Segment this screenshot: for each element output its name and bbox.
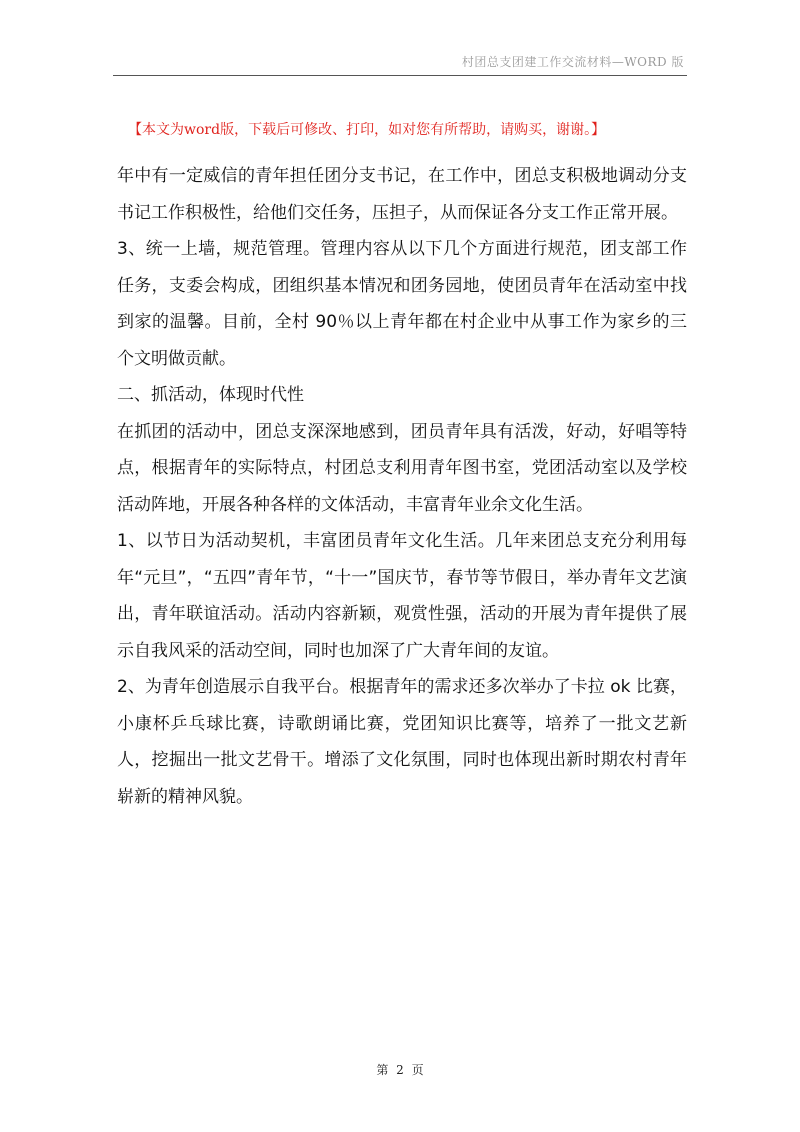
paragraph-continuation: 年中有一定威信的青年担任团分支书记，在工作中，团总支积极地调动分支书记工作积极性，给他们交任务，压担子，从而保证各分支工作正常开展。	[117, 166, 687, 223]
paragraph-activities-intro: 在抓团的活动中，团总支深深地感到，团员青年具有活泼，好动，好唱等特点，根据青年的实际特点，村团总支利用青年图书室，党团活动室以及学校活动阵地，开展各种各样的文体活动，丰富青年业余文化生活。	[117, 421, 687, 515]
paragraph-item-2: 2、为青年创造展示自我平台。根据青年的需求还多次举办了卡拉 ok 比赛，小康杯乒乓球比赛，诗歌朗诵比赛，党团知识比赛等，培养了一批文艺新人，挖掘出一批文艺骨干。增添了文化氛围，同时也体现出新时期农村青年崭新的精神风貌。	[117, 677, 687, 807]
section-heading-2: 二、抓活动，体现时代性	[117, 385, 304, 405]
footer-suffix: 页	[411, 1063, 424, 1077]
purchase-notice: 【本文为word版，下载后可修改、打印，如对您有所帮助，请购买，谢谢。】	[128, 122, 606, 138]
page-number: 2	[396, 1063, 404, 1077]
paragraph-item-3: 3、统一上墙，规范管理。管理内容从以下几个方面进行规范，团支部工作任务，支委会构成，团组织基本情况和团务园地，使团员青年在活动室中找到家的温馨。目前，全村 90％以上青年都在村企业中从事工作为家乡的三个文明做贡献。	[117, 239, 687, 369]
page-footer	[0, 1061, 800, 1078]
document-body	[117, 158, 687, 815]
footer-prefix: 第	[376, 1063, 389, 1077]
header-rule	[113, 75, 687, 76]
page-header-title: 村团总支团建工作交流材料—WORD 版	[461, 55, 684, 69]
paragraph-item-1: 1、以节日为活动契机，丰富团员青年文化生活。几年来团总支充分利用每年“元旦”，“五四”青年节，“十一”国庆节，春节等节假日，举办青年文艺演出，青年联谊活动。活动内容新颖，观赏性强，活动的开展为青年提供了展示自我风采的活动空间，同时也加深了广大青年间的友谊。	[117, 531, 687, 661]
